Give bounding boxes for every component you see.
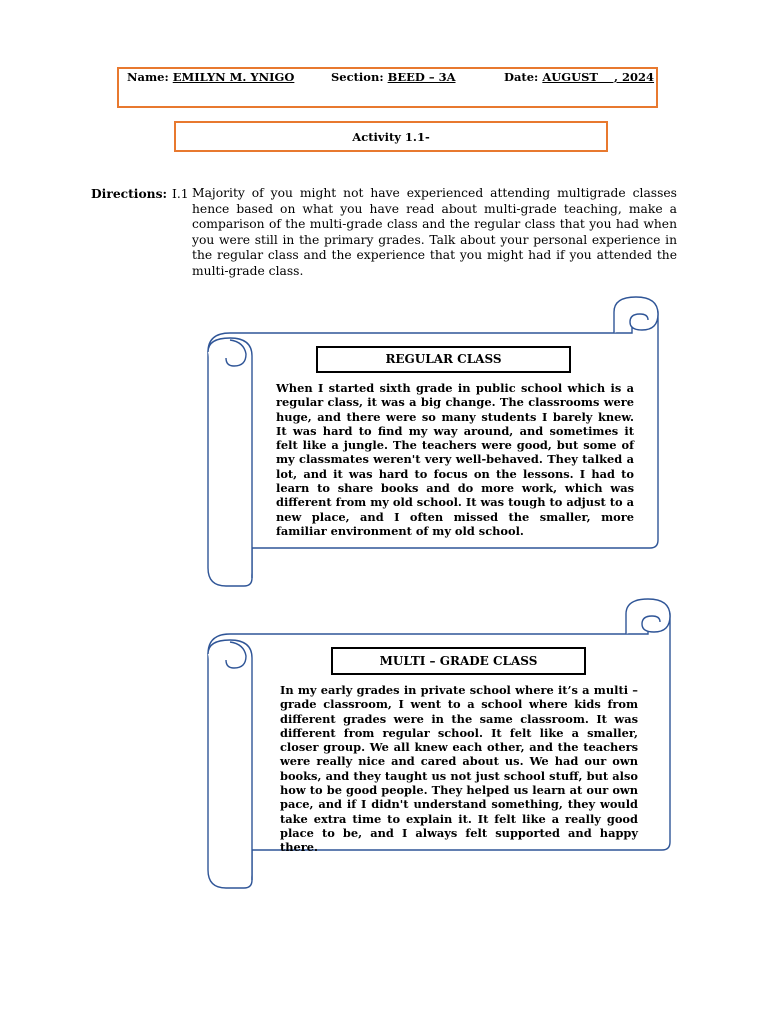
section-value: BEED – 3A	[387, 70, 456, 84]
multi-grade-class-text: In my early grades in private school where it’s a multi – grade classroom, I went to a school where kids from different grades were in the same classroom. It was different from regular school. It felt like a smaller, closer group. We all knew each other, and the teachers were really nice and cared about us. We had our own books, and they taught us not just school stuff, but also how to be good people. They helped us learn at our own pace, and if I didn't understand something, they would take extra time to explain it. It felt like a really good place to be, and I always felt supported and happy there.	[280, 683, 638, 855]
regular-scroll-roll-top	[614, 297, 658, 333]
name-value: EMILYN M. YNIGO	[172, 70, 295, 84]
directions-number: I.1	[172, 187, 189, 201]
regular-class-title: REGULAR CLASS	[316, 346, 571, 373]
section-label: Section:	[331, 70, 384, 84]
date-label: Date:	[504, 70, 539, 84]
directions-text: Majority of you might not have experienced attending multigrade classes hence based on what you have read about multi-grade teaching, make a comparison of the multi-grade class and the regular class that you had when you were still in the primary grades. Talk about your personal experience in the regular class and the experience that you might had if you attended the multi-grade class.	[192, 186, 677, 278]
multi-grade-class-title: MULTI – GRADE CLASS	[331, 647, 586, 675]
name-label: Name:	[127, 70, 169, 84]
directions-label: Directions:	[91, 186, 168, 201]
multi-scroll-roll-top	[626, 599, 670, 634]
regular-class-text: When I started sixth grade in public school which is a regular class, it was a big change. The classrooms were huge, and there were so many students I barely knew. It was hard to find my way around, and sometimes it felt like a jungle. The teachers were good, but some of my classmates weren't very well-behaved. They talked a lot, and it was hard to focus on the lessons. I had to learn to share books and do more work, which was different from my old school. It was tough to adjust to a new place, and I often missed the smaller, more familiar environment of my old school.	[276, 381, 634, 538]
date-value: AUGUST , 2024	[542, 70, 655, 84]
activity-title: Activity 1.1-	[352, 130, 430, 144]
